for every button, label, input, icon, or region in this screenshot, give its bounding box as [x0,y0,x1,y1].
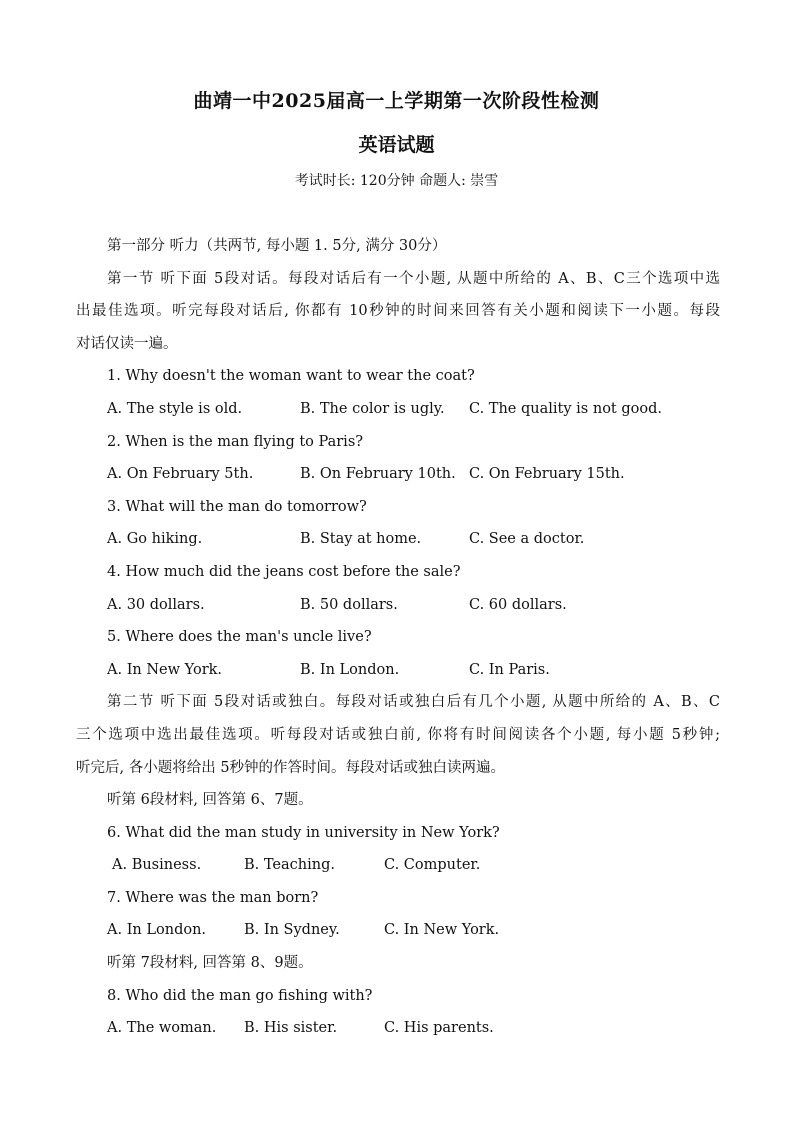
question-options [76,458,720,491]
option-b: B. Stay at home. [300,531,422,548]
question-options [76,849,720,882]
option-b: B. In Sydney. [244,922,340,939]
option-a: A. Go hiking. [107,531,203,548]
question-options [76,523,720,556]
option-c: C. On February 15th. [469,466,625,483]
question-text: 7. Where was the man born? [107,889,319,906]
option-c: C. In Paris. [469,661,550,678]
part1-heading: 第一部分 听力（共两节, 每小题 1. 5分, 满分 30分） [107,238,447,254]
option-b: B. In London. [300,661,400,678]
option-b: B. 50 dollars. [300,596,398,613]
section1-instruction-line: 对话仅读一遍。 [76,335,178,352]
section1-instruction-line: 出最佳选项。听完每段对话后, 你都有 10秒钟的时间来回答有关小题和阅读下一小题。每段 [76,303,720,320]
option-c: C. His parents. [384,1020,494,1037]
section2-instruction-line: 第二节 听下面 5段对话或独白。每段对话或独白后有几个小题, 从题中所给的 A、B、C [107,694,720,711]
option-c: C. Computer. [384,857,481,874]
option-a: A. The woman. [107,1020,217,1037]
question-text: 8. Who did the man go fishing with? [107,987,373,1004]
option-a: A. On February 5th. [107,466,254,483]
option-b: B. The color is ugly. [300,400,445,417]
question-text: 6. What did the man study in university in New York? [107,824,500,841]
material-heading: 听第 7段材料, 回答第 8、9题。 [107,955,313,972]
question-text: 2. When is the man flying to Paris? [107,433,364,450]
option-b: B. Teaching. [244,857,335,874]
option-a: A. The style is old. [107,400,243,417]
option-c: C. 60 dollars. [469,596,567,613]
question-options [76,654,720,687]
question-text: 5. Where does the man's uncle live? [107,629,372,646]
question-options [76,1012,720,1045]
option-a: A. In London. [107,922,207,939]
exam-body [76,230,720,1045]
question-text: 1. Why doesn't the woman want to wear the coat? [107,368,475,385]
exam-meta: 考试时长: 120分钟 命题人: 崇雪 [294,173,499,189]
option-c: C. In New York. [384,922,500,939]
section2-instruction-line: 三个选项中选出最佳选项。听每段对话或独白前, 你将有时间阅读各个小题, 每小题 5秒钟; [76,726,720,743]
section1-instruction-line: 第一节 听下面 5段对话。每段对话后有一个小题, 从题中所给的 A、B、C三个选项中选 [107,270,720,287]
question-options [76,914,720,947]
section2-instruction-line: 听完后, 各小题将给出 5秒钟的作答时间。每段对话或独白读两遍。 [76,759,506,776]
question-options [76,393,720,426]
option-b: B. On February 10th. [300,466,456,483]
question-text: 4. How much did the jeans cost before the sale? [107,563,461,580]
material-heading: 听第 6段材料, 回答第 6、7题。 [107,792,313,809]
option-c: C. See a doctor. [469,531,585,548]
option-a: A. 30 dollars. [107,596,205,613]
exam-subtitle: 英语试题 [358,134,435,156]
option-b: B. His sister. [244,1020,338,1037]
option-a: A. Business. [112,857,202,874]
option-c: C. The quality is not good. [469,400,662,417]
question-text: 3. What will the man do tomorrow? [107,498,367,515]
option-a: A. In New York. [107,661,223,678]
question-options [76,589,720,622]
exam-title: 曲靖一中2025届高一上学期第一次阶段性检测 [193,90,600,112]
